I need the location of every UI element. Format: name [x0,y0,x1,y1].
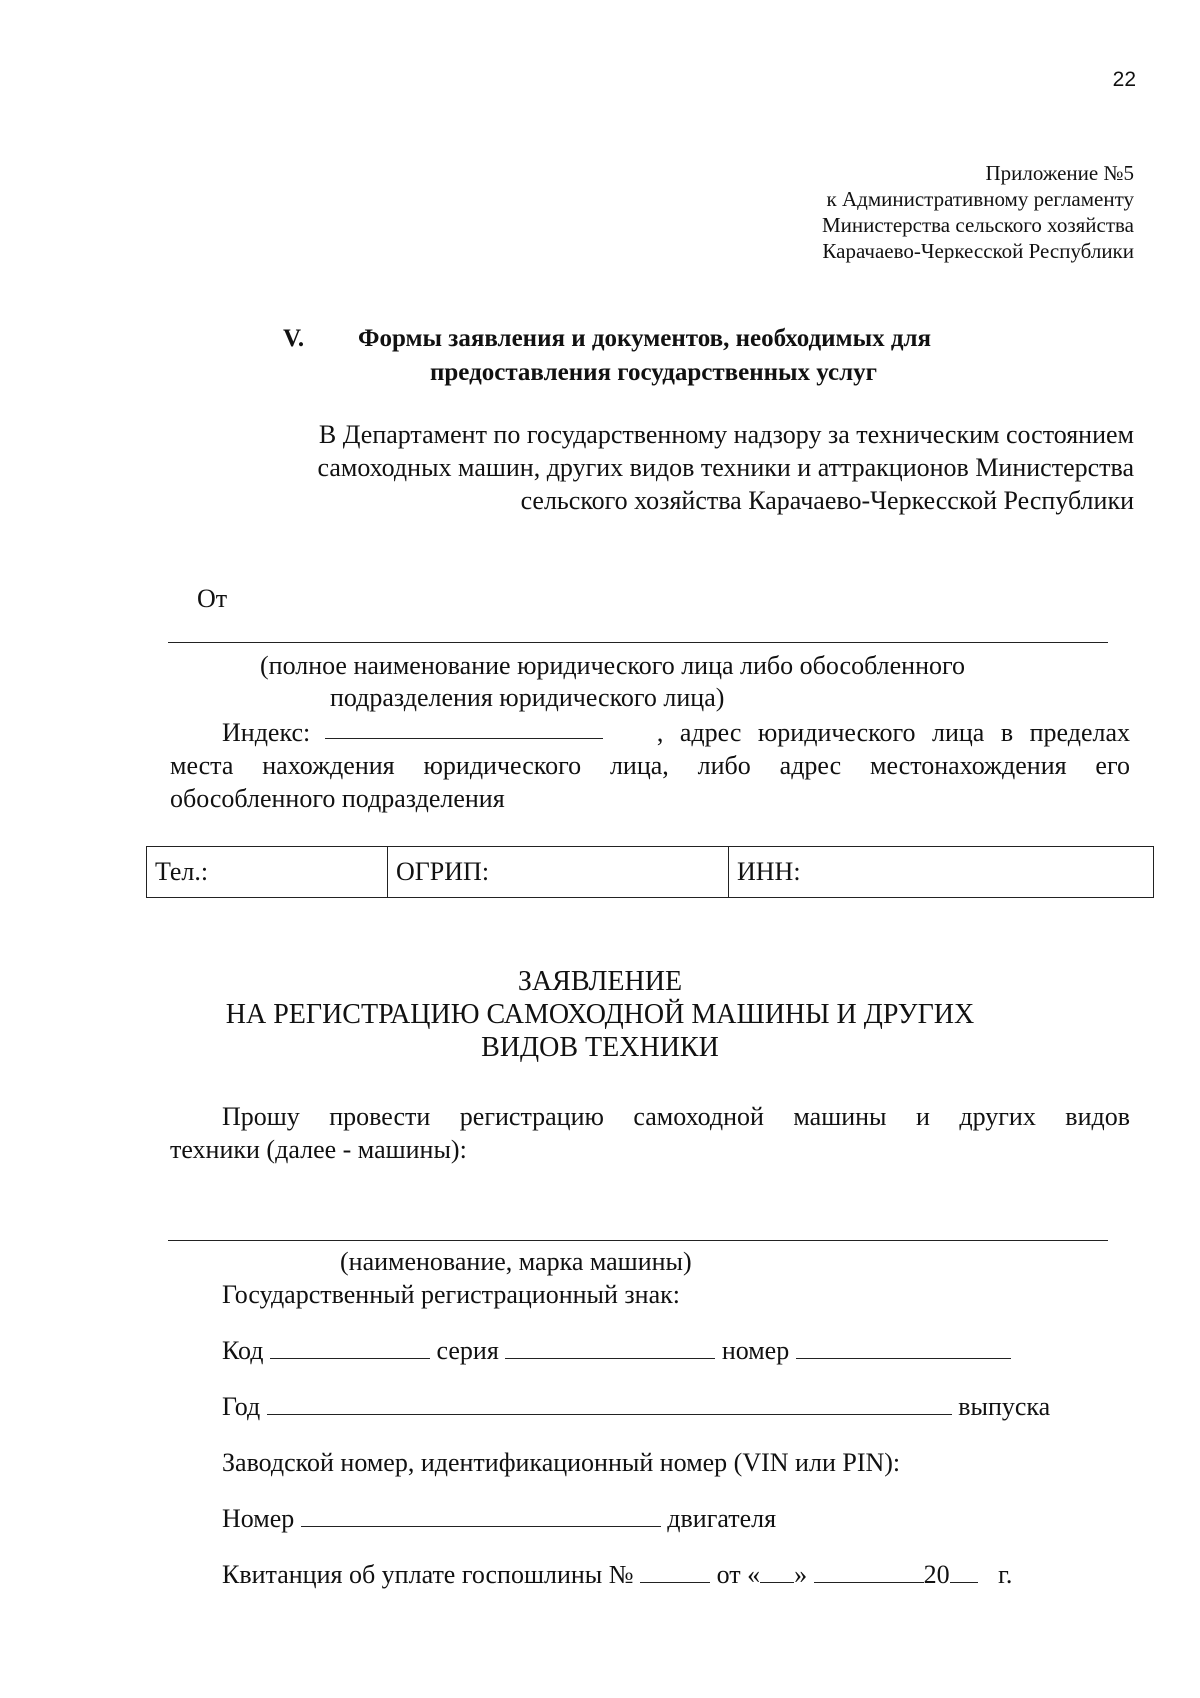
applicant-caption-line: (полное наименование юридического лица либо обособленного [260,651,966,680]
statement-title-line: НА РЕГИСТРАЦИЮ САМОХОДНОЙ МАШИНЫ И ДРУГИХ [225,999,975,1030]
series-label: серия [436,1336,499,1365]
addressee-line: самоходных машин, других видов техники и аттракционов Министерства [317,453,1134,482]
quote-open: « [747,1560,761,1589]
year-input[interactable] [267,1392,952,1415]
engine-input[interactable] [301,1504,661,1527]
engine-row [222,1504,776,1534]
appendix-line: к Административному регламенту [826,187,1134,211]
series-input[interactable] [505,1336,715,1359]
day-input[interactable] [760,1560,794,1583]
section-title-line: предоставления государственных услуг [430,359,878,386]
index-input[interactable] [325,716,603,739]
receipt-row [222,1560,1012,1590]
applicant-name-line[interactable] [168,642,1108,643]
number-input[interactable] [796,1336,1011,1359]
address-line: обособленного подразделения [170,784,505,813]
year-row [222,1392,1050,1422]
appendix-note [634,160,1134,264]
receipt-label: Квитанция об уплате госпошлины № [222,1560,634,1589]
appendix-line: Приложение №5 [985,161,1134,185]
engine-suffix: двигателя [667,1504,777,1533]
section-number: V. [283,325,305,352]
receipt-from: от [716,1560,741,1589]
code-series-number-row [222,1336,1011,1366]
contact-table [146,846,1154,898]
request-line: техники (далее - машины): [170,1135,467,1164]
machine-name-line[interactable] [168,1240,1108,1241]
address-paragraph [170,716,1130,815]
address-text: , адрес юридического лица в пределах [656,718,1130,747]
number-label: номер [721,1336,790,1365]
phone-cell[interactable] [147,847,388,898]
addressee-line: сельского хозяйства Карачаево-Черкесской Республики [520,486,1134,515]
inn-cell[interactable] [729,847,1154,898]
inn-label: ИНН: [737,857,801,886]
page-number: 22 [1112,68,1136,91]
machine-caption: (наименование, марка машины) [340,1247,692,1276]
vin-label: Заводской номер, идентификационный номер (VIN или PIN): [222,1448,901,1477]
year-short-input[interactable] [950,1560,978,1583]
year-suffix: выпуска [958,1392,1051,1421]
year-prefix: 20 [923,1560,950,1589]
year-label: Год [222,1392,261,1421]
request-line: Прошу провести регистрацию самоходной машины и других видов [222,1102,1130,1131]
applicant-caption-line: подразделения юридического лица) [330,683,725,712]
quote-close: » [794,1560,808,1589]
engine-prefix: Номер [222,1504,295,1533]
addressee-line: В Департамент по государственному надзору за техническим состоянием [318,420,1134,449]
appendix-line: Карачаево-Черкесской Республики [822,239,1134,263]
reg-sign-label: Государственный регистрационный знак: [222,1280,680,1309]
code-input[interactable] [270,1336,430,1359]
year-abbr: г. [998,1560,1013,1589]
month-input[interactable] [814,1560,924,1583]
code-label: Код [222,1336,264,1365]
addressee-block [174,418,1134,517]
ogrip-label: ОГРИП: [396,857,490,886]
statement-title-line: ВИДОВ ТЕХНИКИ [481,1032,719,1063]
phone-label: Тел.: [155,857,209,886]
index-row [170,716,1130,749]
address-line: места нахождения юридического лица, либо адрес местонахождения его [170,751,1130,780]
statement-title [0,965,1200,1064]
appendix-line: Министерства сельского хозяйства [821,213,1134,237]
section-title-line: Формы заявления и документов, необходимых для [358,325,932,352]
from-label: От [197,584,228,613]
request-paragraph [170,1100,1130,1166]
receipt-number-input[interactable] [640,1560,710,1583]
ogrip-cell[interactable] [388,847,729,898]
statement-title-line: ЗАЯВЛЕНИЕ [517,966,683,997]
index-label: Индекс: [222,718,311,747]
